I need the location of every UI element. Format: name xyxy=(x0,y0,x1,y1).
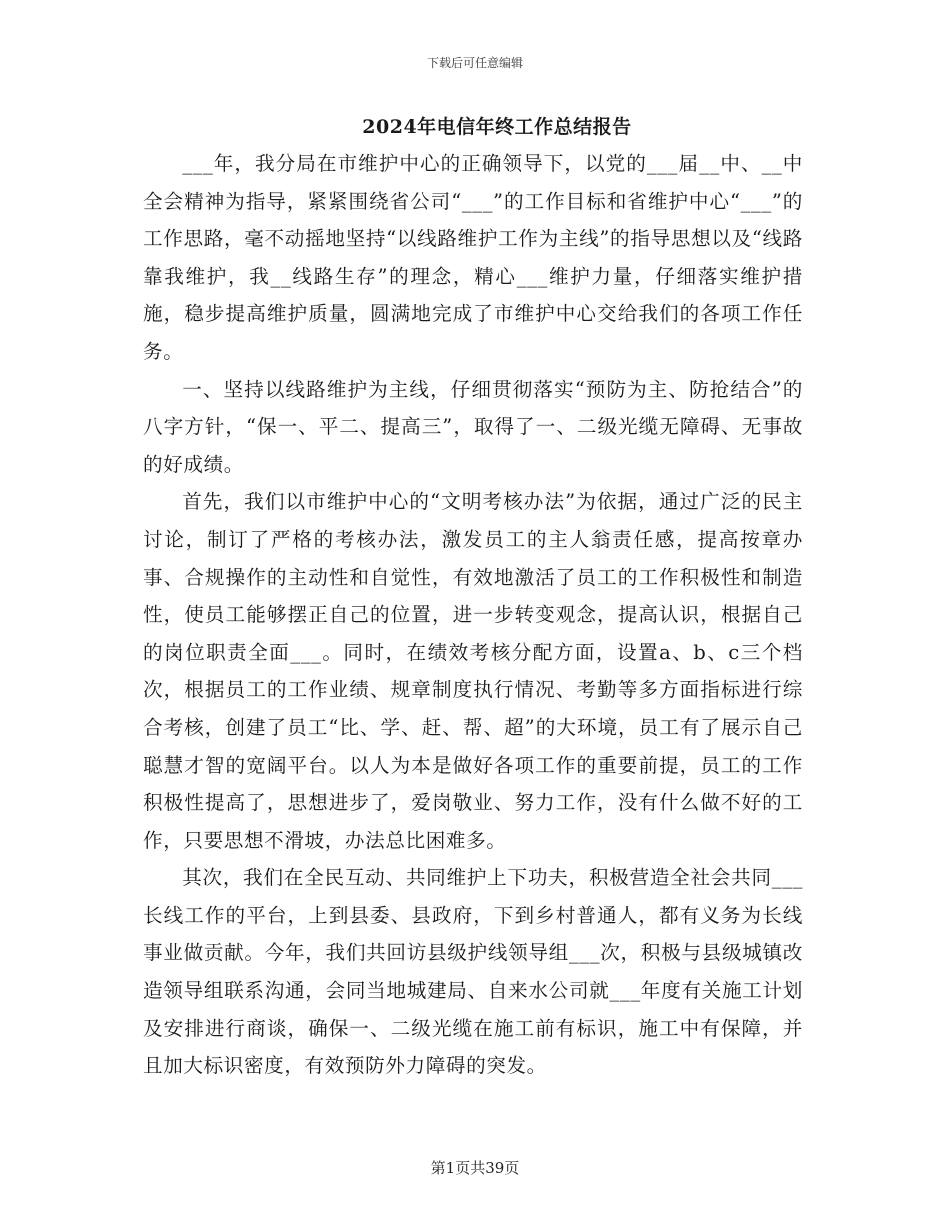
paragraph-second-point: 其次，我们在全民互动、共同维护上下功夫，积极营造全社会共同___长线工作的平台，上到县委、县政府，下到乡村普通人，都有义务为长线事业做贡献。今年，我们共回访县级护线领导组___次，积极与县级城镇改造领导组联系沟通，会同当地城建局、自来水公司就___年度有关施工计划及安排进行商谈，确保一、二级光缆在施工前有标识，施工中有保障，并且加大标识密度，有效预防外力障碍的突发。 xyxy=(143,866,803,1078)
paragraph-first-point: 首先，我们以市维护中心的“文明考核办法”为依据，通过广泛的民主讨论，制订了严格的考核办法，激发员工的主人翁责任感，提高按章办事、合规操作的主动性和自觉性，有效地激活了员工的工作积极性和制造性，使员工能够摆正自己的位置，进一步转变观念，提高认识，根据自己的岗位职责全面___。同时，在绩效考核分配方面，设置a、b、c三个档次，根据员工的工作业绩、规章制度执行情况、考勤等多方面指标进行综合考核，创建了员工“比、学、赶、帮、超”的大环境，员工有了展示自己聪慧才智的宽阔平台。以人为本是做好各项工作的重要前提，员工的工作积极性提高了，思想进步了，爱岗敬业、努力工作，没有什么做不好的工作，只要思想不滑坡，办法总比困难多。 xyxy=(143,490,803,852)
document-body xyxy=(143,145,803,1085)
paragraph-intro: ___年，我分局在市维护中心的正确领导下，以党的___届__中、__中全会精神为指导，紧紧围绕省公司“___”的工作目标和省维护中心“___”的工作思路，毫不动摇地坚持“以线路维护工作为主线”的指导思想以及“线路靠我维护，我__线路生存”的理念，精心___维护力量，仔细落实维护措施，稳步提高维护质量，圆满地完成了市维护中心交给我们的各项工作任务。 xyxy=(143,152,803,363)
header-note: 下载后可任意编辑 xyxy=(426,56,523,70)
paragraph-section-1: 一、坚持以线路维护为主线，仔细贯彻落实“预防为主、防抢结合”的八字方针，“保一、平二、提高三”，取得了一、二级光缆无障碍、无事故的好成绩。 xyxy=(143,377,803,476)
page-footer: 第1页共39页 xyxy=(430,1159,520,1177)
document-title: 2024年电信年终工作总结报告 xyxy=(362,116,632,138)
